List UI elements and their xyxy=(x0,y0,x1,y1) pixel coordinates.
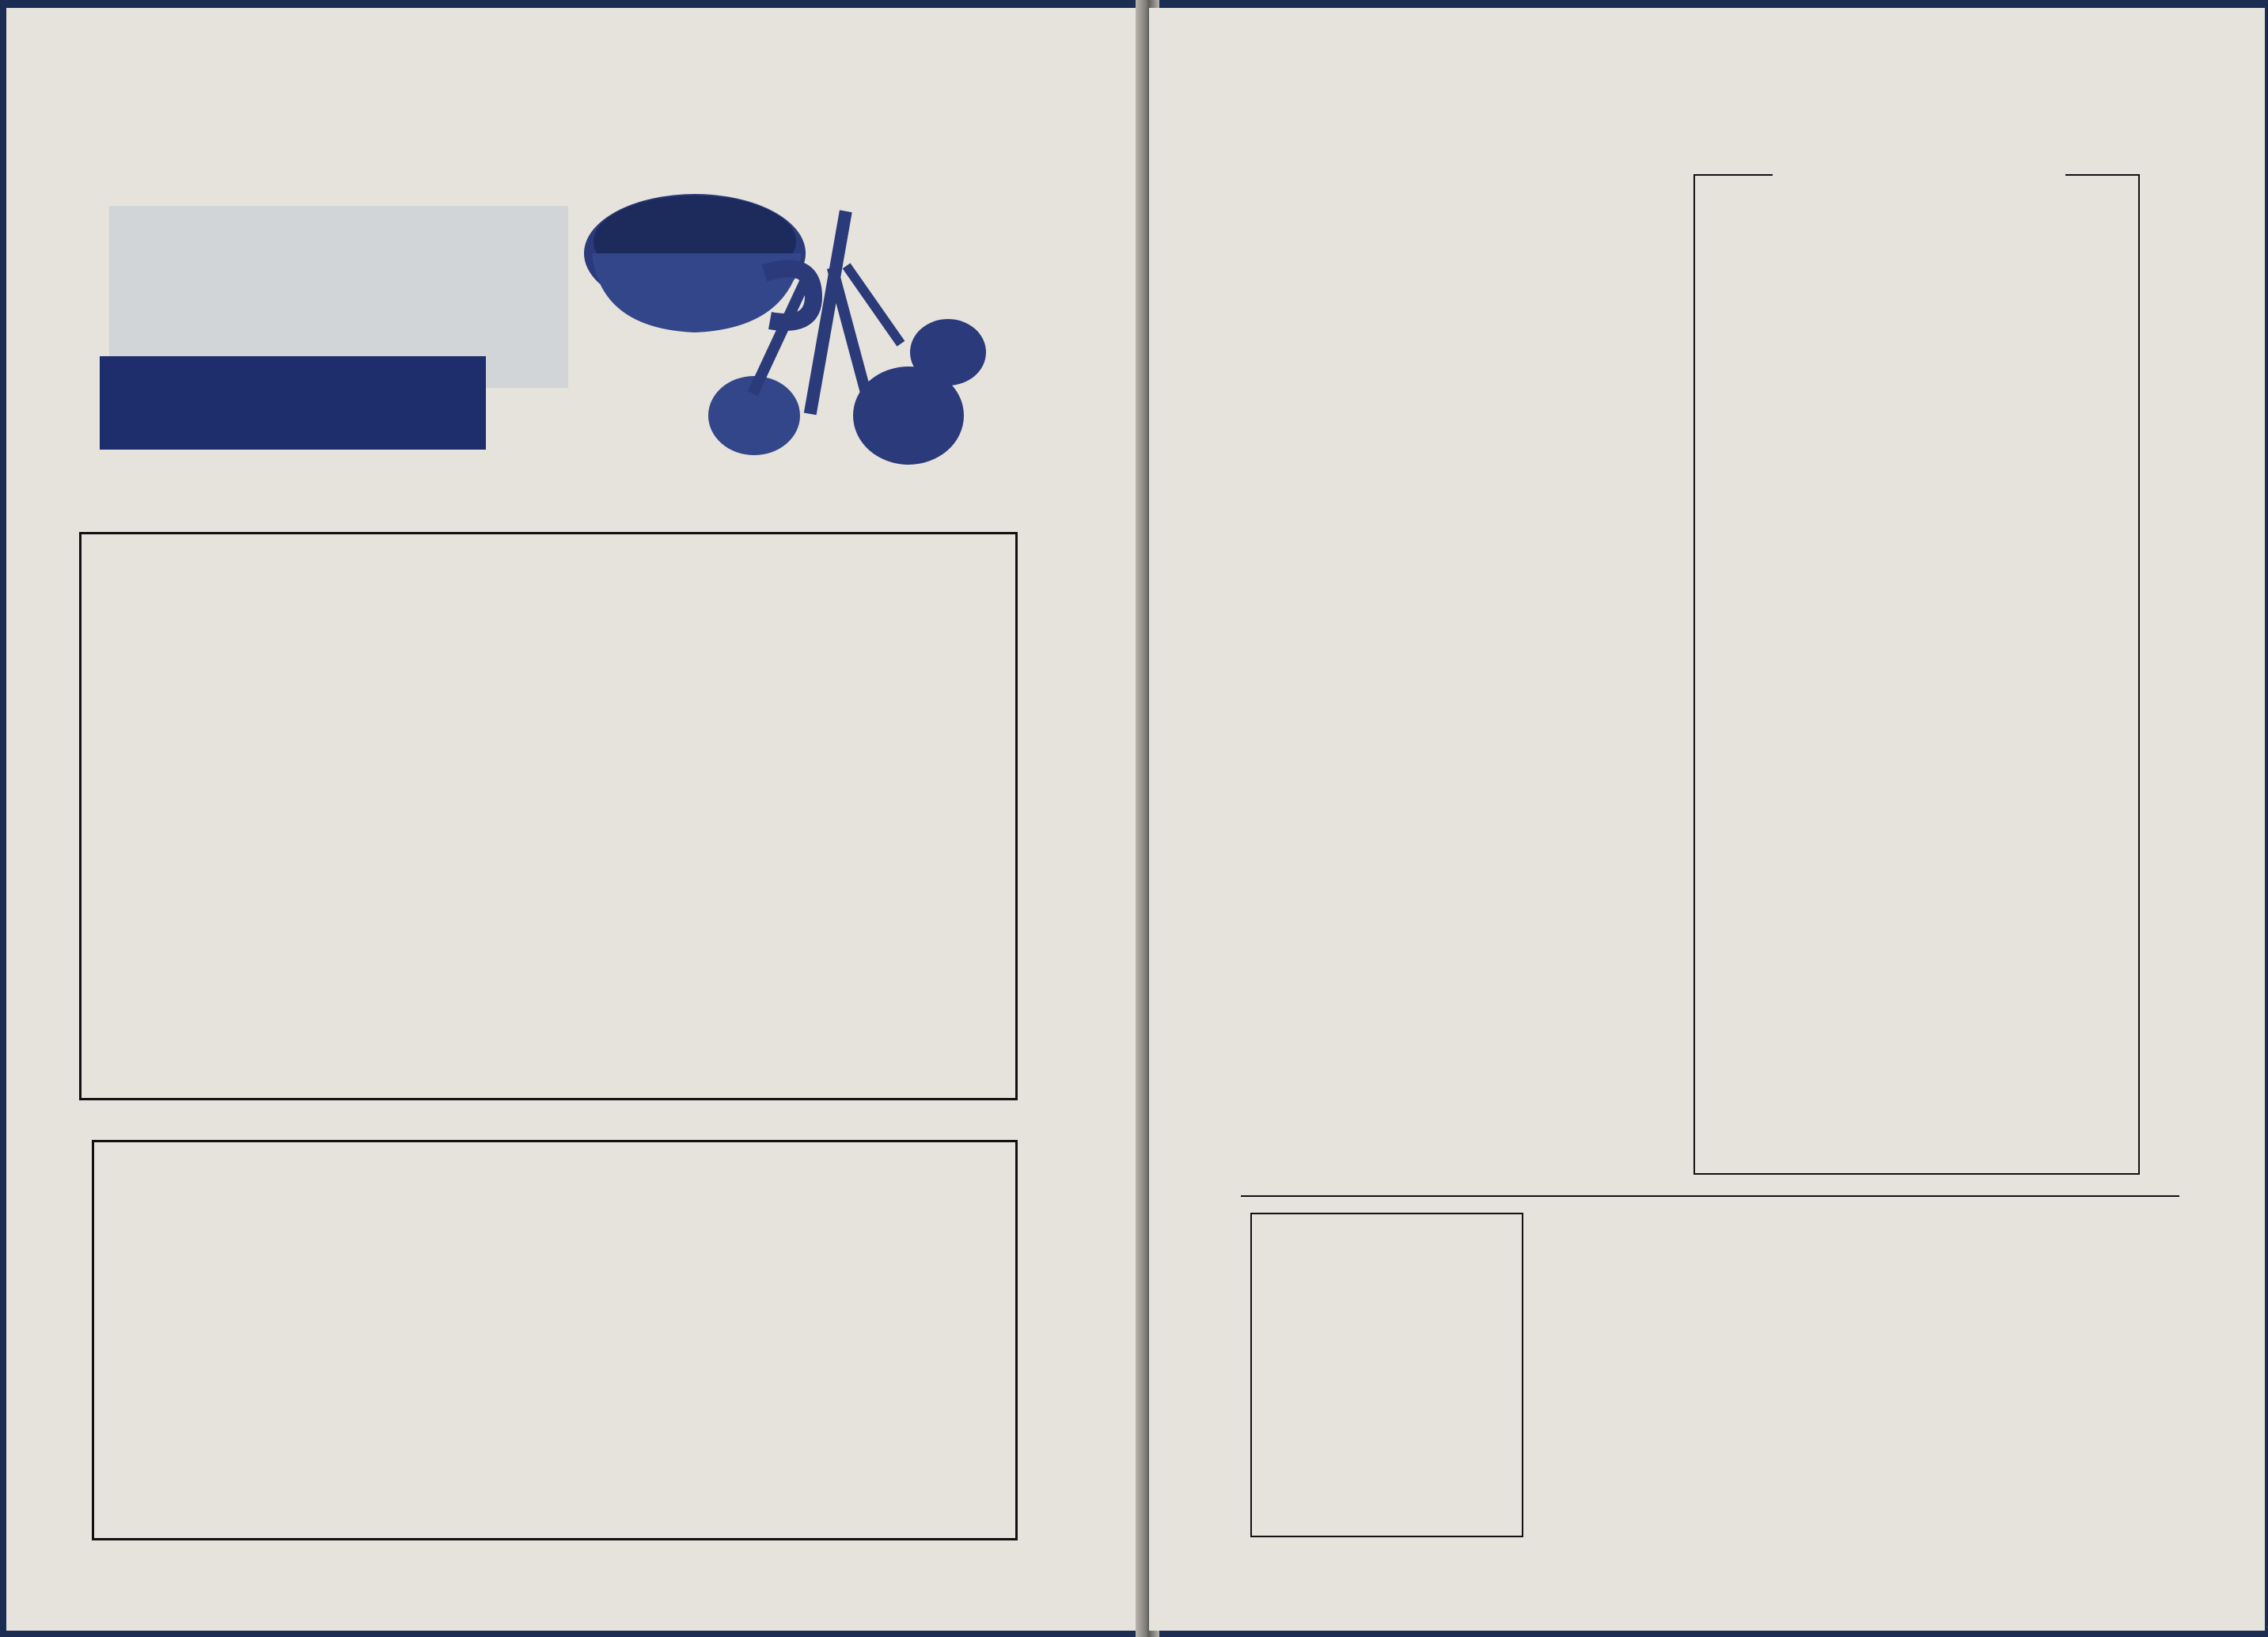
table1-col2 xyxy=(398,534,707,1098)
recruit-rule-right xyxy=(2065,174,2140,176)
table1-col1-grid xyxy=(82,534,398,1098)
gift-notice xyxy=(1913,1213,2175,1545)
subscription-info xyxy=(1542,1213,1890,1545)
table2-col1-grid xyxy=(94,1142,398,1538)
table1-col3-grid xyxy=(707,534,1011,1098)
manuscript-recruitment-box xyxy=(1693,174,2140,1175)
info-divider xyxy=(1241,1195,2179,1197)
recruit-rule-left xyxy=(1693,174,1773,176)
left-page xyxy=(6,8,1142,1631)
recruit-footer xyxy=(1714,1061,2126,1122)
spoon-weight-table xyxy=(79,532,1018,1100)
recruit-header xyxy=(1693,142,2140,206)
measuring-tools-photo xyxy=(576,178,1019,487)
table1-col3 xyxy=(707,534,1011,1098)
table2-col1 xyxy=(94,1142,398,1538)
table2-col3-grid xyxy=(707,1142,1011,1538)
right-page xyxy=(1149,8,2265,1631)
table1-col2-grid xyxy=(398,534,707,1098)
cup-weight-table xyxy=(92,1140,1018,1540)
measuring-banner xyxy=(100,356,486,450)
measuring-cup-spoons-illustration xyxy=(576,178,1019,487)
colophon xyxy=(1250,1213,1523,1537)
table2-col3 xyxy=(707,1142,1011,1538)
publication-info xyxy=(1241,1205,2179,1553)
table1-col1 xyxy=(82,534,398,1098)
table2-col2 xyxy=(398,1142,707,1538)
table2-col2-grid xyxy=(398,1142,707,1538)
